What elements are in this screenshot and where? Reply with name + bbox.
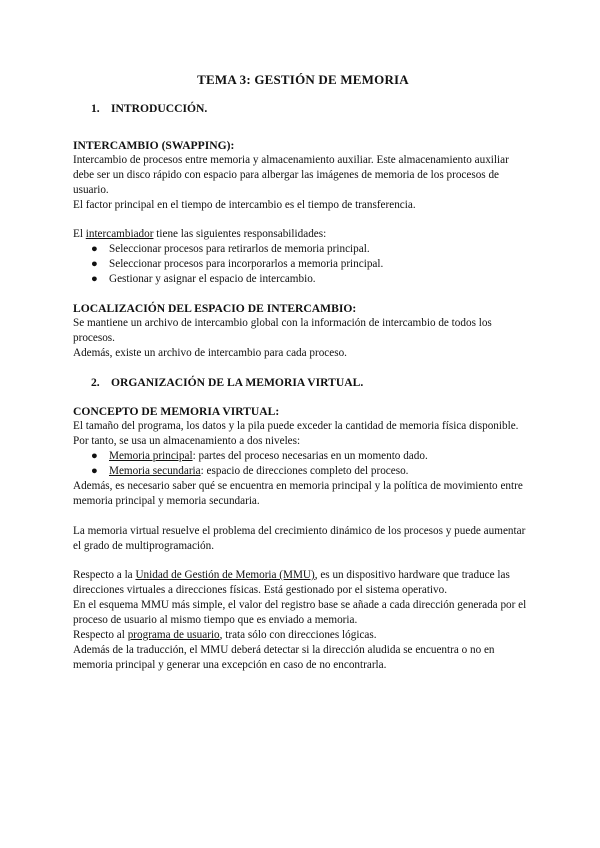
list-item-text: Gestionar y asignar el espacio de intercambio. <box>109 273 316 285</box>
text-span: Respecto a la <box>73 569 136 581</box>
section-heading-memoria-virtual <box>73 375 533 390</box>
user-program-line <box>73 628 533 643</box>
paragraph-line: La memoria virtual resuelve el problema del crecimiento dinámico de los procesos y puede aumentar <box>73 525 526 537</box>
paragraph-line: En el esquema MMU más simple, el valor del registro base se añade a cada dirección generada por el <box>73 599 527 611</box>
bullet-icon: ● <box>91 465 98 477</box>
bullet-icon: ● <box>91 273 98 285</box>
text-span: Respecto al <box>73 629 128 641</box>
section-title: ORGANIZACIÓN DE LA MEMORIA VIRTUAL. <box>111 376 364 389</box>
list-item <box>91 464 533 479</box>
paragraph-line: Por tanto, se usa un almacenamiento a dos niveles: <box>73 435 301 447</box>
paragraph-line: el grado de multiprogramación. <box>73 540 215 552</box>
subheading-localizacion: LOCALIZACIÓN DEL ESPACIO DE INTERCAMBIO: <box>73 302 357 315</box>
list-item <box>91 242 533 257</box>
subheading-concepto: CONCEPTO DE MEMORIA VIRTUAL: <box>73 405 280 418</box>
paragraph-line: Intercambio de procesos entre memoria y almacenamiento auxiliar. Este almacenamiento auxiliar <box>73 154 509 166</box>
section-title: INTRODUCCIÓN. <box>111 102 208 115</box>
term-memoria-secundaria: Memoria secundaria <box>109 465 201 477</box>
mmu-intro <box>73 568 533 583</box>
text-span: tiene las siguientes responsabilidades: <box>153 228 327 240</box>
bullet-icon: ● <box>91 450 98 462</box>
section-number: 2. <box>91 376 100 389</box>
text-span: El <box>73 228 86 240</box>
paragraph-line: direcciones virtuales a direcciones físicas. Está gestionado por el sistema operativo. <box>73 584 448 596</box>
list-item-text: : partes del proceso necesarias en un momento dado. <box>192 450 428 462</box>
paragraph-line: Además de la traducción, el MMU deberá detectar si la dirección aludida se encuentra o no en <box>73 644 495 656</box>
term-memoria-principal: Memoria principal <box>109 450 193 462</box>
text-span: , es un dispositivo hardware que traduce las <box>314 569 510 581</box>
term-intercambiador: intercambiador <box>85 228 154 240</box>
paragraph-line: Además, existe un archivo de intercambio para cada proceso. <box>73 347 347 359</box>
paragraph-gap <box>73 213 533 227</box>
bullet-icon: ● <box>91 258 98 270</box>
subheading-intercambio: INTERCAMBIO (SWAPPING): <box>73 139 235 152</box>
paragraph-line: usuario. <box>73 184 109 196</box>
paragraph-line: procesos. <box>73 332 115 344</box>
list-item <box>91 272 533 287</box>
responsibilities-list <box>73 242 533 287</box>
document-body <box>73 72 533 673</box>
list-item-text: Seleccionar procesos para incorporarlos a memoria principal. <box>109 258 384 270</box>
text-span: , trata sólo con direcciones lógicas. <box>219 629 377 641</box>
list-item-text: Seleccionar procesos para retirarlos de memoria principal. <box>109 243 370 255</box>
list-item-text: : espacio de direcciones completo del proceso. <box>200 465 409 477</box>
responsibilities-intro <box>73 227 533 242</box>
paragraph-gap <box>73 361 533 375</box>
paragraph-line: memoria principal y generar una excepción en caso de no encontrarla. <box>73 659 387 671</box>
paragraph-line: debe ser un disco rápido con espacio para albergar las imágenes de memoria de los procesos de <box>73 169 500 181</box>
paragraph-line: proceso de usuario al mismo tiempo que es enviado a memoria. <box>73 614 358 626</box>
bullet-icon: ● <box>91 243 98 255</box>
paragraph-line: Además, es necesario saber qué se encuentra en memoria principal y la política de movimiento entre <box>73 480 523 492</box>
paragraph-line: memoria principal y memoria secundaria. <box>73 495 260 507</box>
list-item <box>91 257 533 272</box>
paragraph-gap <box>73 554 533 568</box>
memory-levels-list <box>73 449 533 479</box>
paragraph-gap <box>73 509 533 523</box>
paragraph-gap <box>73 287 533 301</box>
paragraph-line: El tamaño del programa, los datos y la pila puede exceder la cantidad de memoria física disponible. <box>73 420 519 432</box>
paragraph-line: Se mantiene un archivo de intercambio global con la información de intercambio de todos los <box>73 317 492 329</box>
term-mmu: Unidad de Gestión de Memoria (MMU) <box>135 569 315 581</box>
term-programa-usuario: programa de usuario <box>127 629 220 641</box>
list-item <box>91 449 533 464</box>
section-number: 1. <box>91 102 100 115</box>
paragraph-line: El factor principal en el tiempo de intercambio es el tiempo de transferencia. <box>73 199 416 211</box>
document-title: TEMA 3: GESTIÓN DE MEMORIA <box>197 72 409 87</box>
section-heading-introduccion <box>73 101 533 116</box>
